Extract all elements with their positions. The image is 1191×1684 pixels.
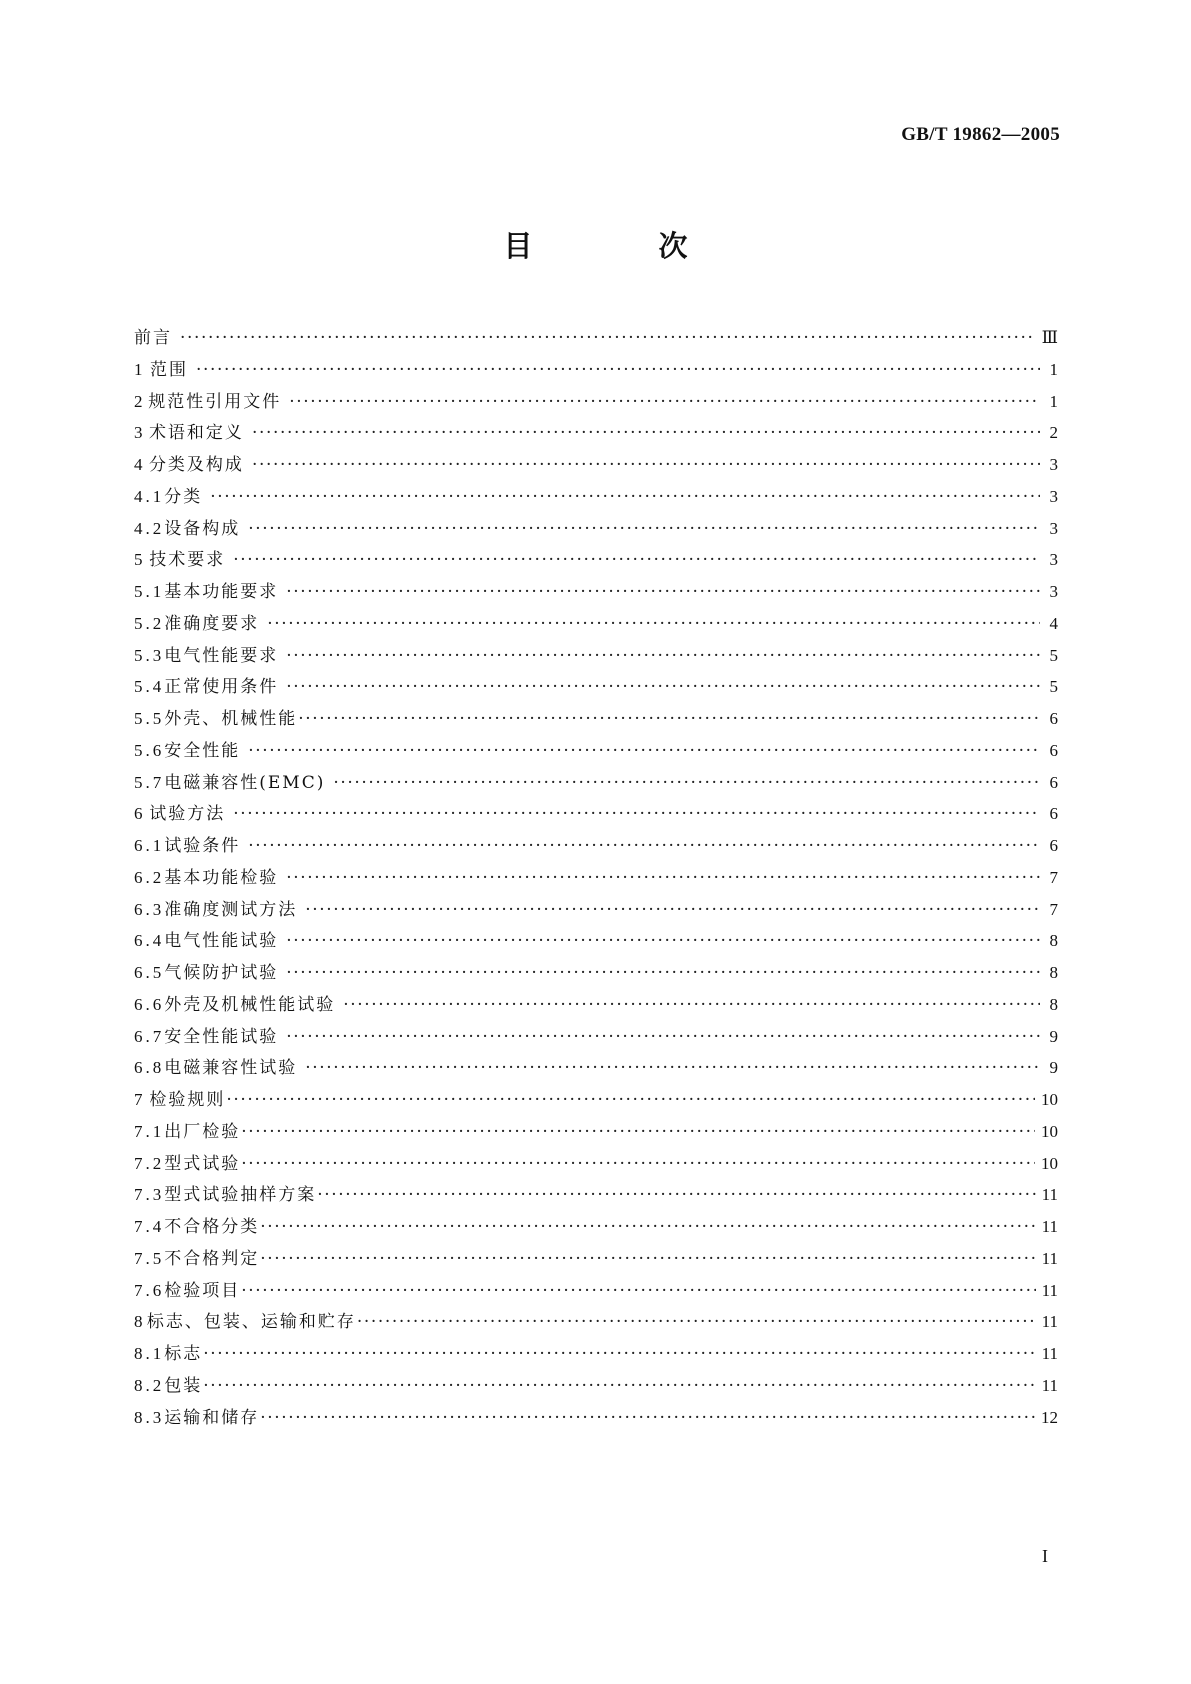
toc-dot-leader: [298, 709, 1040, 729]
toc-entry-page: 2: [1049, 423, 1058, 443]
toc-entry[interactable]: [134, 709, 1058, 741]
toc-entry-number: 6.3: [134, 899, 165, 919]
toc-entry-page: 9: [1049, 1058, 1058, 1078]
toc-entry[interactable]: [134, 519, 1058, 551]
toc-dot-leader: [203, 1376, 1035, 1396]
toc-entry[interactable]: [134, 550, 1058, 582]
toc-entry-number: 8.2: [134, 1375, 165, 1395]
toc-entry-page: 7: [1049, 899, 1058, 919]
toc-entry-number: 5.6: [134, 740, 165, 760]
toc-entry[interactable]: [134, 1281, 1058, 1313]
toc-entry-number: 2: [134, 391, 146, 411]
table-of-contents: [134, 328, 1058, 1439]
toc-entry-label: 检验项目: [164, 1280, 241, 1301]
toc-entry-page: 11: [1041, 1312, 1058, 1332]
toc-entry-label: 包装: [164, 1375, 203, 1396]
toc-entry[interactable]: [134, 423, 1058, 455]
toc-entry[interactable]: [134, 1058, 1058, 1090]
toc-entry-number: 5.5: [134, 709, 165, 728]
toc-entry-number: 8.3: [134, 1407, 165, 1427]
toc-entry-number: 6.7: [134, 1026, 165, 1046]
toc-dot-leader: [286, 677, 1040, 697]
toc-entry-page: 3: [1049, 582, 1058, 601]
toc-entry-number: 7.4: [134, 1217, 165, 1236]
toc-dot-leader: [317, 1185, 1035, 1205]
toc-entry-page: 3: [1049, 455, 1058, 474]
toc-entry-number: 1: [134, 359, 146, 379]
toc-entry[interactable]: [134, 931, 1058, 963]
toc-dot-leader: [289, 392, 1040, 412]
toc-entry-label: 外壳及机械性能试验: [164, 994, 336, 1015]
toc-entry-page: 11: [1041, 1217, 1058, 1236]
toc-dot-leader: [203, 1344, 1035, 1364]
toc-entry-label: 安全性能试验: [164, 1026, 279, 1047]
toc-entry[interactable]: [134, 1027, 1058, 1059]
toc-entry-page: 11: [1041, 1375, 1058, 1395]
toc-entry-label: 电磁兼容性(EMC): [164, 772, 326, 793]
toc-entry-number: 5.4: [134, 677, 165, 697]
toc-entry-page: 5: [1049, 645, 1058, 665]
toc-entry[interactable]: [134, 773, 1058, 805]
toc-entry[interactable]: [134, 963, 1058, 995]
toc-entry-page: 11: [1041, 1344, 1058, 1363]
toc-entry-page: 1: [1049, 391, 1058, 411]
toc-entry-label: 设备构成: [164, 518, 241, 539]
toc-entry-label: 电气性能试验: [164, 931, 279, 952]
toc-entry-number: 6.5: [134, 963, 165, 982]
toc-entry[interactable]: [134, 1376, 1058, 1408]
toc-entry-label: 标志: [164, 1344, 203, 1364]
toc-entry-label: 试验方法: [149, 804, 226, 825]
toc-dot-leader: [286, 1027, 1040, 1047]
toc-entry-label: 前言: [134, 328, 172, 348]
toc-dot-leader: [305, 1058, 1040, 1078]
toc-entry-page: 5: [1049, 677, 1058, 697]
toc-entry[interactable]: [134, 995, 1058, 1027]
toc-entry-number: 6.2: [134, 867, 165, 887]
toc-entry-number: 7.6: [134, 1280, 165, 1300]
toc-entry-number: 3: [134, 423, 146, 443]
toc-entry-page: 3: [1049, 518, 1058, 538]
toc-entry-number: 6.6: [134, 994, 165, 1014]
toc-entry-number: 8.1: [134, 1344, 165, 1363]
toc-entry[interactable]: [134, 741, 1058, 773]
toc-entry-page: 6: [1049, 709, 1058, 728]
toc-entry-label: 运输和储存: [164, 1407, 260, 1428]
toc-entry[interactable]: [134, 582, 1058, 614]
toc-entry-number: 6.8: [134, 1058, 165, 1078]
toc-entry-label: 型式试验: [164, 1153, 241, 1174]
toc-entry-number: 6: [134, 804, 146, 824]
toc-dot-leader: [226, 1090, 1035, 1110]
toc-entry-page: 12: [1041, 1407, 1058, 1427]
toc-entry[interactable]: [134, 455, 1058, 487]
toc-dot-leader: [286, 963, 1040, 983]
toc-entry-label: 规范性引用文件: [148, 391, 282, 412]
toc-entry-label: 准确度测试方法: [164, 899, 298, 920]
toc-entry-label: 不合格判定: [164, 1248, 260, 1269]
toc-dot-leader: [241, 1281, 1035, 1301]
toc-entry[interactable]: [134, 1122, 1058, 1154]
toc-entry[interactable]: [134, 804, 1058, 836]
toc-entry-label: 检验规则: [149, 1090, 226, 1110]
toc-dot-leader: [260, 1408, 1035, 1428]
toc-entry-number: 7: [134, 1090, 146, 1109]
toc-title: 目 次: [503, 229, 746, 263]
toc-dot-leader: [180, 328, 1036, 348]
toc-entry[interactable]: [134, 1090, 1058, 1122]
toc-dot-leader: [260, 1217, 1035, 1237]
toc-entry-number: 6.1: [134, 836, 165, 855]
toc-entry[interactable]: [134, 677, 1058, 709]
toc-entry[interactable]: [134, 836, 1058, 868]
toc-entry-page: 10: [1041, 1121, 1058, 1141]
toc-entry-page: 3: [1049, 486, 1058, 506]
toc-dot-leader: [248, 836, 1040, 856]
toc-entry-label: 外壳、机械性能: [164, 709, 298, 729]
toc-entry-page: 11: [1041, 1280, 1058, 1300]
toc-entry-label: 技术要求: [149, 550, 226, 571]
toc-entry[interactable]: [134, 614, 1058, 646]
toc-entry-label: 安全性能: [164, 740, 241, 761]
toc-entry-number: 7.5: [134, 1248, 165, 1268]
toc-entry-page: 6: [1049, 804, 1058, 824]
toc-dot-leader: [233, 550, 1040, 570]
toc-dot-leader: [241, 1154, 1035, 1174]
toc-entry[interactable]: [134, 900, 1058, 932]
toc-entry-page: 10: [1041, 1090, 1058, 1109]
toc-dot-leader: [286, 582, 1040, 602]
toc-dot-leader: [233, 804, 1040, 824]
toc-entry-label: 分类及构成: [148, 455, 244, 475]
toc-entry-number: 5.2: [134, 613, 165, 633]
toc-dot-leader: [286, 868, 1040, 888]
toc-entry-number: 6.4: [134, 931, 165, 951]
toc-entry-page: 11: [1041, 1248, 1058, 1268]
toc-entry-page: 3: [1049, 550, 1058, 570]
toc-entry-page: 8: [1049, 994, 1058, 1014]
toc-entry-label: 范围: [150, 359, 188, 380]
toc-entry[interactable]: [134, 1154, 1058, 1186]
toc-dot-leader: [267, 614, 1040, 634]
toc-entry-label: 型式试验抽样方案: [164, 1185, 317, 1206]
toc-dot-leader: [286, 931, 1040, 951]
toc-entry[interactable]: [134, 1217, 1058, 1249]
toc-entry-number: 5.1: [134, 582, 165, 601]
toc-entry-page: Ⅲ: [1041, 328, 1058, 347]
toc-dot-leader: [210, 487, 1040, 507]
toc-entry-page: 10: [1041, 1153, 1058, 1173]
toc-entry-page: 6: [1049, 836, 1058, 855]
toc-entry-page: 4: [1049, 613, 1058, 633]
toc-entry-number: 7.3: [134, 1185, 165, 1205]
toc-entry-label: 试验条件: [164, 836, 241, 856]
toc-dot-leader: [241, 1122, 1035, 1142]
toc-dot-leader: [305, 900, 1040, 920]
toc-dot-leader: [343, 995, 1040, 1015]
toc-entry-page: 7: [1049, 867, 1058, 887]
toc-entry-label: 电磁兼容性试验: [164, 1058, 298, 1079]
toc-entry-number: 4.1: [134, 486, 165, 506]
toc-entry[interactable]: [134, 392, 1058, 424]
toc-entry[interactable]: [134, 1408, 1058, 1440]
toc-dot-leader: [248, 741, 1040, 761]
toc-entry-label: 分类: [164, 486, 203, 507]
toc-entry[interactable]: [134, 487, 1058, 519]
toc-entry-label: 准确度要求: [164, 613, 260, 634]
toc-entry-label: 术语和定义: [148, 423, 244, 444]
toc-entry-label: 不合格分类: [164, 1217, 260, 1237]
toc-entry-number: 4.2: [134, 518, 165, 538]
toc-entry-number: 5.3: [134, 645, 165, 665]
toc-entry-number: 4: [134, 455, 146, 474]
toc-entry[interactable]: [134, 1185, 1058, 1217]
toc-entry-number: 5: [134, 550, 146, 570]
toc-entry-number: 7.1: [134, 1121, 165, 1141]
toc-dot-leader: [260, 1249, 1035, 1269]
toc-entry-page: 6: [1049, 772, 1058, 792]
toc-entry-page: 8: [1049, 963, 1058, 982]
toc-entry-page: 9: [1049, 1026, 1058, 1046]
toc-dot-leader: [252, 423, 1040, 443]
toc-entry[interactable]: [134, 328, 1058, 360]
toc-entry-number: 8: [134, 1312, 146, 1332]
toc-dot-leader: [252, 455, 1040, 475]
toc-dot-leader: [357, 1312, 1036, 1332]
toc-entry[interactable]: [134, 646, 1058, 678]
toc-entry-page: 8: [1049, 931, 1058, 951]
toc-entry-label: 正常使用条件: [164, 677, 279, 698]
standard-code: GB/T 19862—2005: [901, 124, 1060, 145]
toc-entry-label: 出厂检验: [164, 1121, 241, 1142]
toc-dot-leader: [248, 519, 1040, 539]
toc-entry-label: 标志、包装、运输和贮存: [146, 1312, 356, 1333]
toc-dot-leader: [333, 773, 1040, 793]
toc-entry-number: 5.7: [134, 772, 165, 792]
toc-entry[interactable]: [134, 1344, 1058, 1376]
toc-dot-leader: [196, 360, 1040, 380]
toc-entry-label: 电气性能要求: [164, 645, 279, 666]
toc-entry-page: 11: [1041, 1185, 1058, 1205]
page-number: I: [1042, 1546, 1048, 1566]
toc-entry-number: 7.2: [134, 1153, 165, 1173]
toc-entry-label: 基本功能要求: [164, 582, 279, 602]
toc-entry-page: 6: [1049, 740, 1058, 760]
toc-entry[interactable]: [134, 1312, 1058, 1344]
toc-entry[interactable]: [134, 360, 1058, 392]
toc-entry-label: 气候防护试验: [164, 963, 279, 983]
toc-entry[interactable]: [134, 1249, 1058, 1281]
toc-entry-page: 1: [1049, 359, 1058, 379]
toc-entry-label: 基本功能检验: [164, 867, 279, 888]
toc-entry[interactable]: [134, 868, 1058, 900]
toc-dot-leader: [286, 646, 1040, 666]
